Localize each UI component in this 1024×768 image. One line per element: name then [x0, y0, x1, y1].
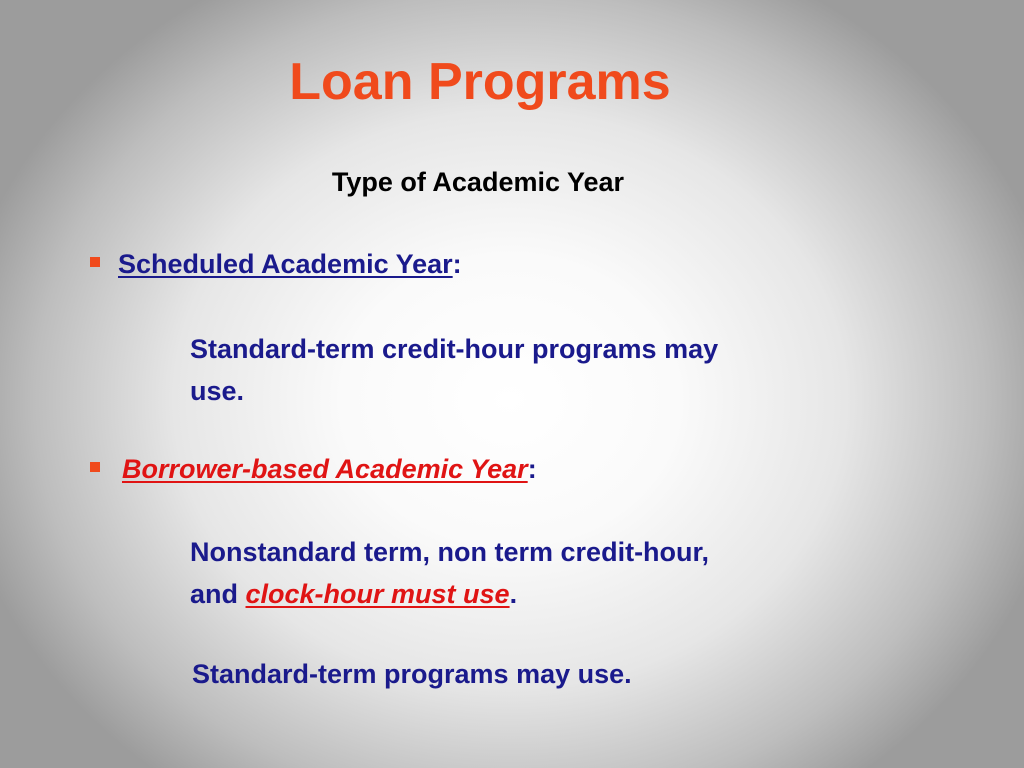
standard-term-note: Standard-term programs may use. — [192, 659, 632, 689]
scheduled-year-description — [190, 328, 718, 412]
description-line: use. — [190, 376, 245, 406]
clock-hour-emphasis: clock-hour must use — [245, 579, 510, 609]
description-line — [190, 573, 709, 615]
description-suffix: . — [509, 579, 518, 609]
slide-subtitle: Type of Academic Year — [331, 167, 625, 197]
bullet-scheduled-academic-year — [118, 247, 462, 281]
bullet-borrower-based-academic-year — [122, 452, 537, 486]
slide-title: Loan Programs — [289, 53, 671, 111]
scheduled-academic-year-heading: Scheduled Academic Year — [118, 249, 453, 279]
borrower-year-description — [190, 531, 709, 615]
bullet-marker-icon — [90, 257, 100, 267]
bullet-colon: : — [527, 454, 537, 484]
description-prefix: and — [190, 579, 246, 609]
bullet-colon: : — [452, 249, 462, 279]
description-line: Nonstandard term, non term credit-hour, — [190, 537, 710, 567]
bullet-marker-icon — [90, 462, 100, 472]
borrower-based-academic-year-heading: Borrower-based Academic Year — [122, 454, 528, 484]
description-line: Standard-term credit-hour programs may — [190, 334, 719, 364]
